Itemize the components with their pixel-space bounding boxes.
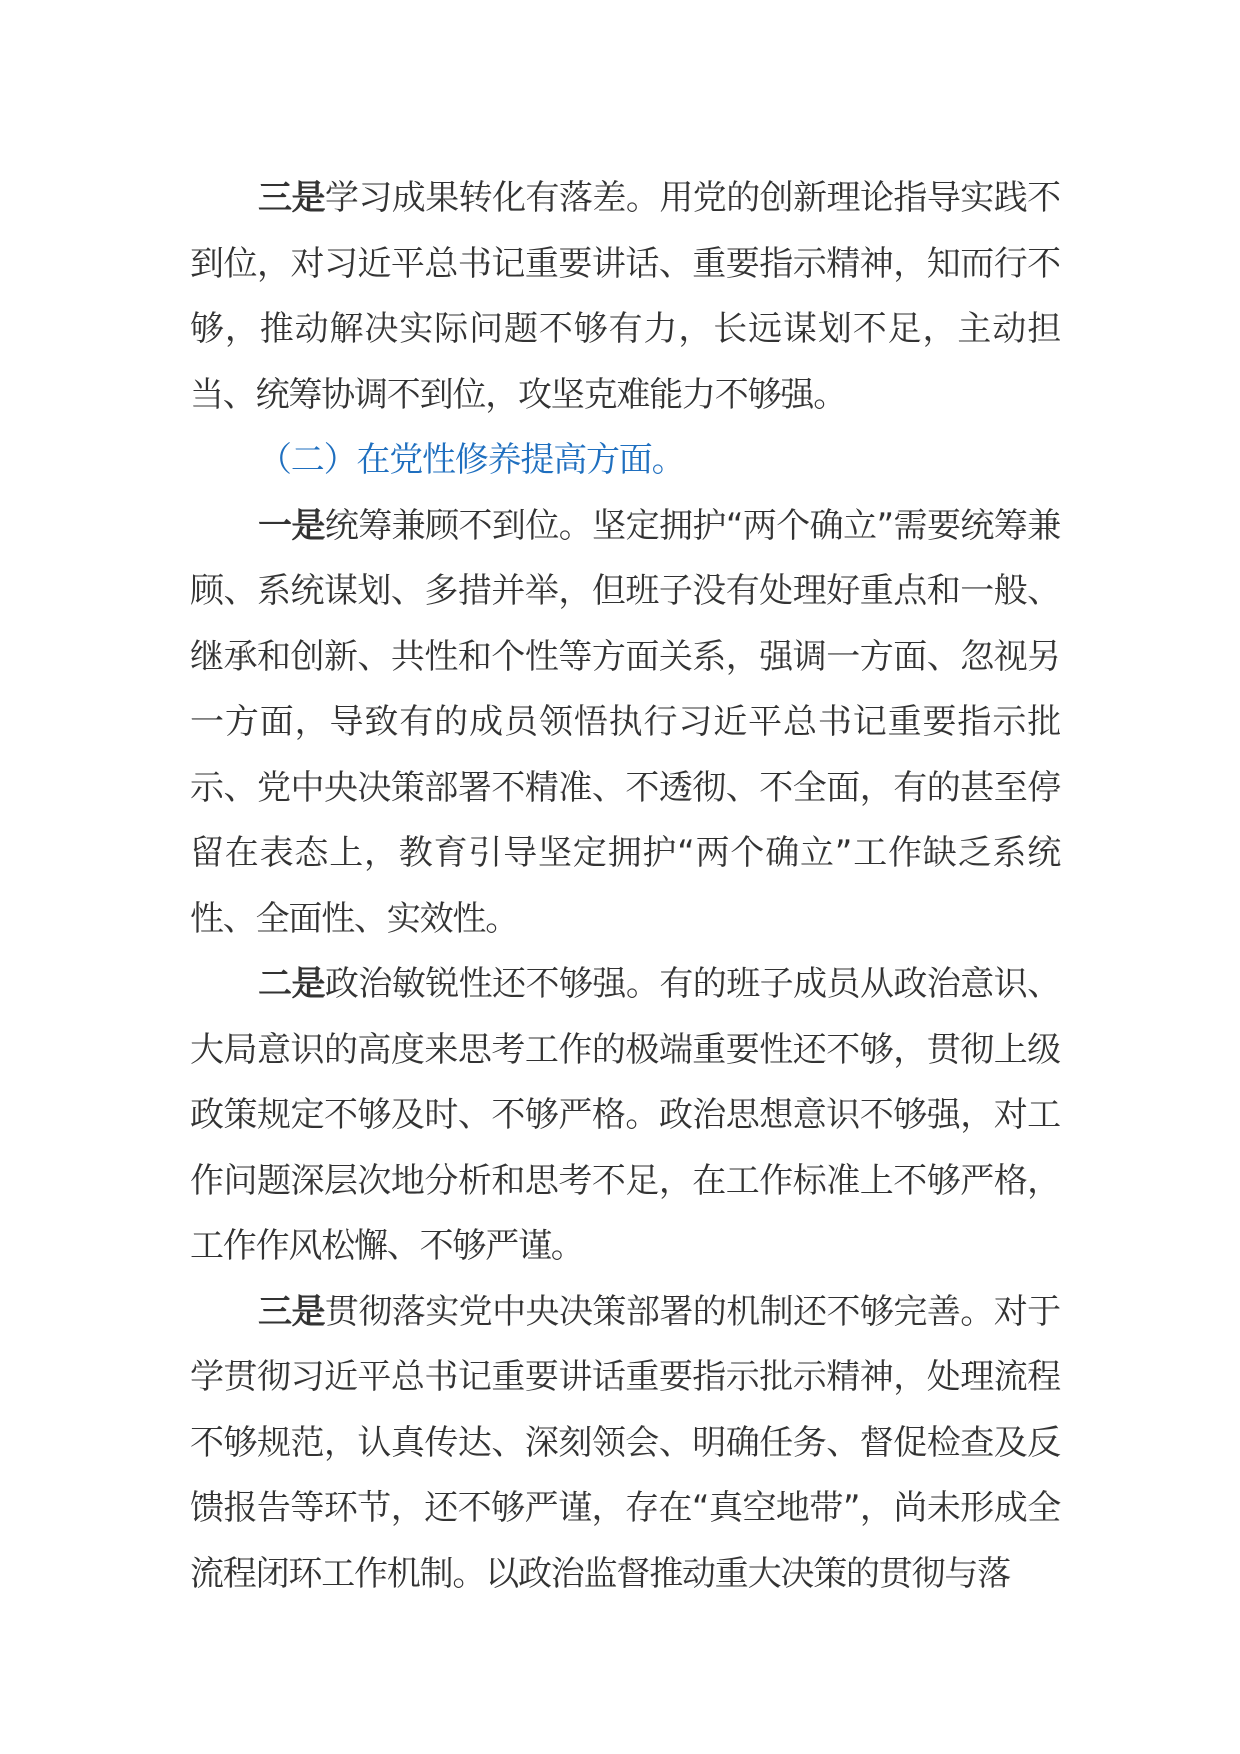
paragraph-study-results xyxy=(190,166,1060,428)
document-body xyxy=(190,166,1060,1607)
paragraph-text: 统筹兼顾不到位。坚定拥护“两个确立”需要统筹兼顾、系统谋划、多措并举，但班子没有处理好重点和一般、继承和创新、共性和个性等方面关系，强调一方面、忽视另一方面，导致有的成员领悟执行习近平总书记重要指示批示、党中央决策部署不精准、不透彻、不全面，有的甚至停留在表态上，教育引导坚定拥护“两个确立”工作缺乏系统性、全面性、实效性。 xyxy=(190,505,1060,939)
paragraph-overall-planning xyxy=(190,494,1060,953)
paragraph-lead: 三是 xyxy=(258,1291,325,1332)
paragraph-implementation-mechanism xyxy=(190,1280,1060,1608)
paragraph-lead: 三是 xyxy=(258,178,325,218)
paragraph-text: 学习成果转化有落差。用党的创新理论指导实践不到位，对习近平总书记重要讲话、重要指示精神，知而行不够，推动解决实际问题不够有力，长远谋划不足，主动担当、统筹协调不到位，攻坚克难能力不够强。 xyxy=(190,178,1060,415)
section-heading-party-spirit: （二）在党性修养提高方面。 xyxy=(258,440,685,480)
paragraph-lead: 二是 xyxy=(258,964,325,1004)
paragraph-text: 政治敏锐性还不够强。有的班子成员从政治意识、大局意识的高度来思考工作的极端重要性还不够，贯彻上级政策规定不够及时、不够严格。政治思想意识不够强，对工作问题深层次地分析和思考不足，在工作标准上不够严格，工作作风松懈、不够严谨。 xyxy=(190,964,1060,1266)
paragraph-political-sensitivity xyxy=(190,952,1060,1280)
paragraph-lead: 一是 xyxy=(258,505,325,546)
paragraph-text: 贯彻落实党中央决策部署的机制还不够完善。对于学贯彻习近平总书记重要讲话重要指示批示精神，处理流程不够规范，认真传达、深刻领会、明确任务、督促检查及反馈报告等环节，还不够严谨，存在“真空地带”，尚未形成全流程闭环工作机制。以政治监督推动重大决策的贯彻与落 xyxy=(190,1291,1060,1594)
